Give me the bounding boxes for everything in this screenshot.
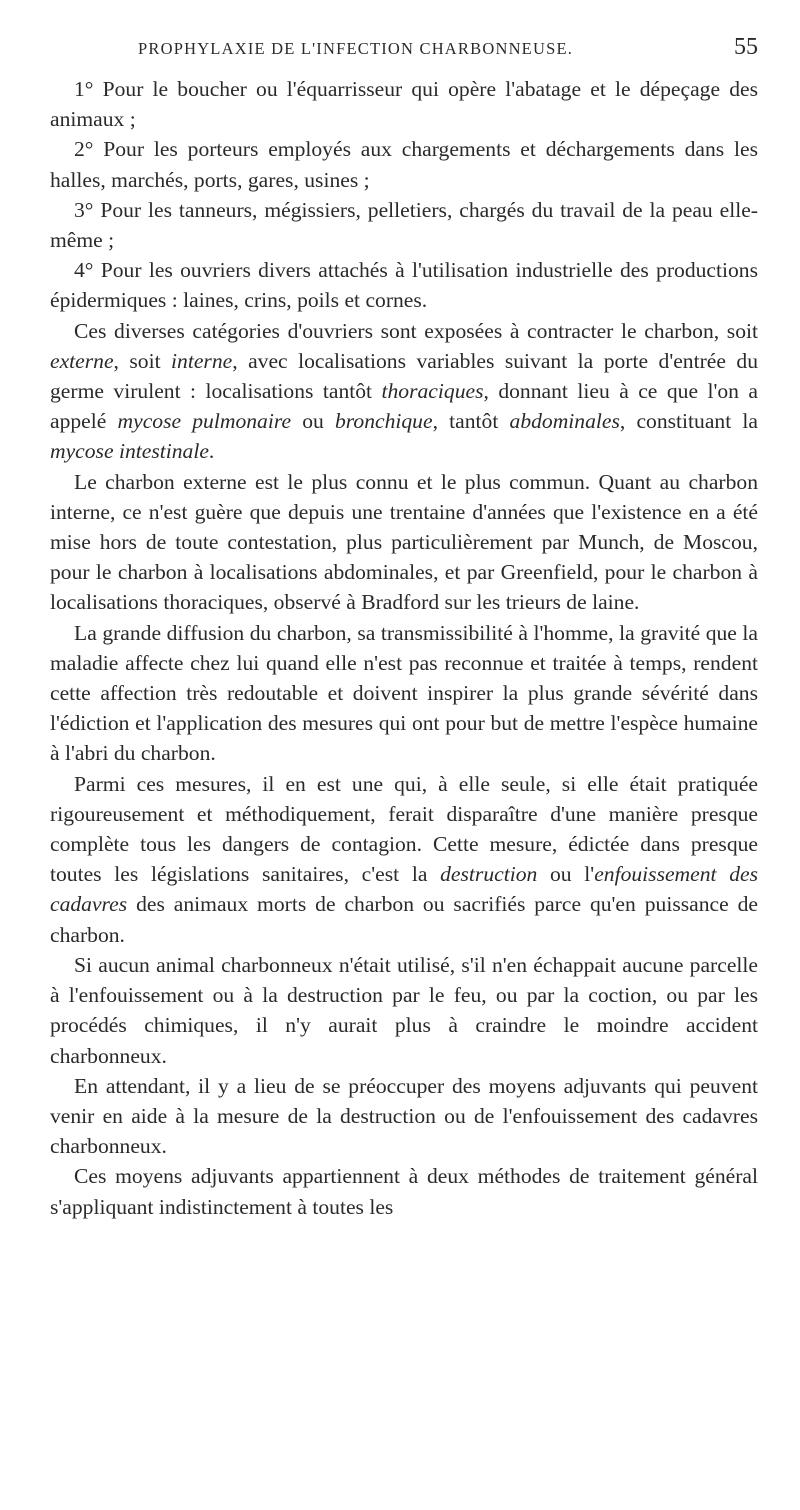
- page-header: [50, 34, 758, 74]
- text-segment: Si aucun animal charbonneux n'était utilisé, s'il n'en échappait aucune parcelle à l'enfouissement ou à la destruction par le feu, ou par la coction, ou par les procédés chimiques, il n'y aurait plus à craindre le moindre accident charbonneux.: [50, 952, 758, 1068]
- paragraph: [50, 195, 758, 255]
- text-segment: Le charbon externe est le plus connu et le plus commun. Quant au charbon interne, ce n'est guère que depuis une trentaine d'années que l'existence en a été mise hors de toute contestation, plus particulièrement par Munch, de Moscou, pour le charbon à localisations abdominales, et par Greenfield, pour le charbon à localisations thoraciques, observé à Bradford sur les trieurs de laine.: [50, 469, 758, 615]
- text-segment: .: [208, 439, 215, 464]
- text-segment: , constituant la: [619, 409, 758, 434]
- paragraph: [50, 1071, 758, 1162]
- italic-text: mycose intestinale: [50, 439, 209, 464]
- text-segment: Parmi ces mesures, il en est une qui, à elle seule, si elle était pratiquée rigoureusement et méthodiquement, ferait disparaître d'une manière presque complète tous les dangers de contagion. Cette mesure, édictée dans presque toutes les législations sanitaires, c'est la: [50, 771, 758, 887]
- text-segment: , tantôt: [432, 409, 510, 434]
- text-segment: Ces diverses catégories d'ouvriers sont exposées à contracter le charbon, soit: [74, 318, 758, 343]
- paragraph: [50, 74, 758, 134]
- text-segment: ou: [291, 409, 335, 434]
- running-title: PROPHYLAXIE DE L'INFECTION CHARBONNEUSE.: [138, 39, 574, 58]
- italic-text: bronchique: [335, 409, 433, 434]
- paragraph: [50, 1161, 758, 1221]
- text-segment: ou l': [537, 862, 595, 887]
- text-segment: 1° Pour le boucher ou l'équarrisseur qui opère l'abatage et le dépeçage des animaux ;: [50, 77, 758, 132]
- text-segment: des animaux morts de charbon ou sacrifiés parce qu'en puissance de charbon.: [50, 892, 758, 947]
- text-segment: 2° Pour les porteurs employés aux chargements et déchargements dans les halles, marchés, ports, gares, usines ;: [50, 137, 758, 192]
- text-segment: En attendant, il y a lieu de se préoccuper des moyens adjuvants qui peuvent venir en aide à la mesure de la destruction ou de l'enfouissement des cadavres charbonneux.: [50, 1073, 758, 1159]
- paragraph: [50, 134, 758, 194]
- text-segment: , soit: [113, 348, 172, 373]
- paragraph: [50, 618, 758, 769]
- italic-text: externe: [50, 348, 114, 373]
- italic-text: abdominales: [509, 409, 620, 434]
- text-segment: 3° Pour les tanneurs, mégissiers, pelletiers, chargés du travail de la peau elle-même ;: [50, 197, 758, 253]
- text-segment: Ces moyens adjuvants appartiennent à deux méthodes de traitement général s'appliquant indistinctement à toutes les: [50, 1164, 758, 1219]
- text-segment: , avec localisations variables suivant la porte d'entrée du germe virulent : localisations tantôt: [50, 348, 758, 404]
- text-segment: La grande diffusion du charbon, sa transmissibilité à l'homme, la gravité que la maladie affecte chez lui quand elle n'est pas reconnue et traitée à temps, rendent cette affection très redoutable et doivent inspirer la plus grande sévérité dans l'édiction et l'application des mesures qui ont pour but de mettre l'espèce humaine à l'abri du charbon.: [50, 620, 758, 766]
- body-text: [50, 74, 758, 1222]
- page-number: 55: [734, 34, 758, 60]
- paragraph: [50, 467, 758, 618]
- paragraph: [50, 950, 758, 1071]
- italic-text: destruction: [440, 862, 538, 887]
- italic-text: thoraciques: [381, 379, 484, 404]
- text-segment: , donnant lieu à ce que l'on a appelé: [50, 379, 759, 434]
- text-segment: 4° Pour les ouvriers divers attachés à l'utilisation industrielle des productions épidermiques : laines, crins, poils et cornes.: [50, 258, 758, 313]
- paragraph: [50, 255, 758, 315]
- paragraph: [50, 769, 758, 950]
- italic-text: interne: [171, 348, 233, 373]
- italic-text: mycose pulmonaire: [117, 409, 292, 434]
- italic-text: enfouissement des cadavres: [50, 862, 759, 917]
- paragraph: [50, 316, 758, 467]
